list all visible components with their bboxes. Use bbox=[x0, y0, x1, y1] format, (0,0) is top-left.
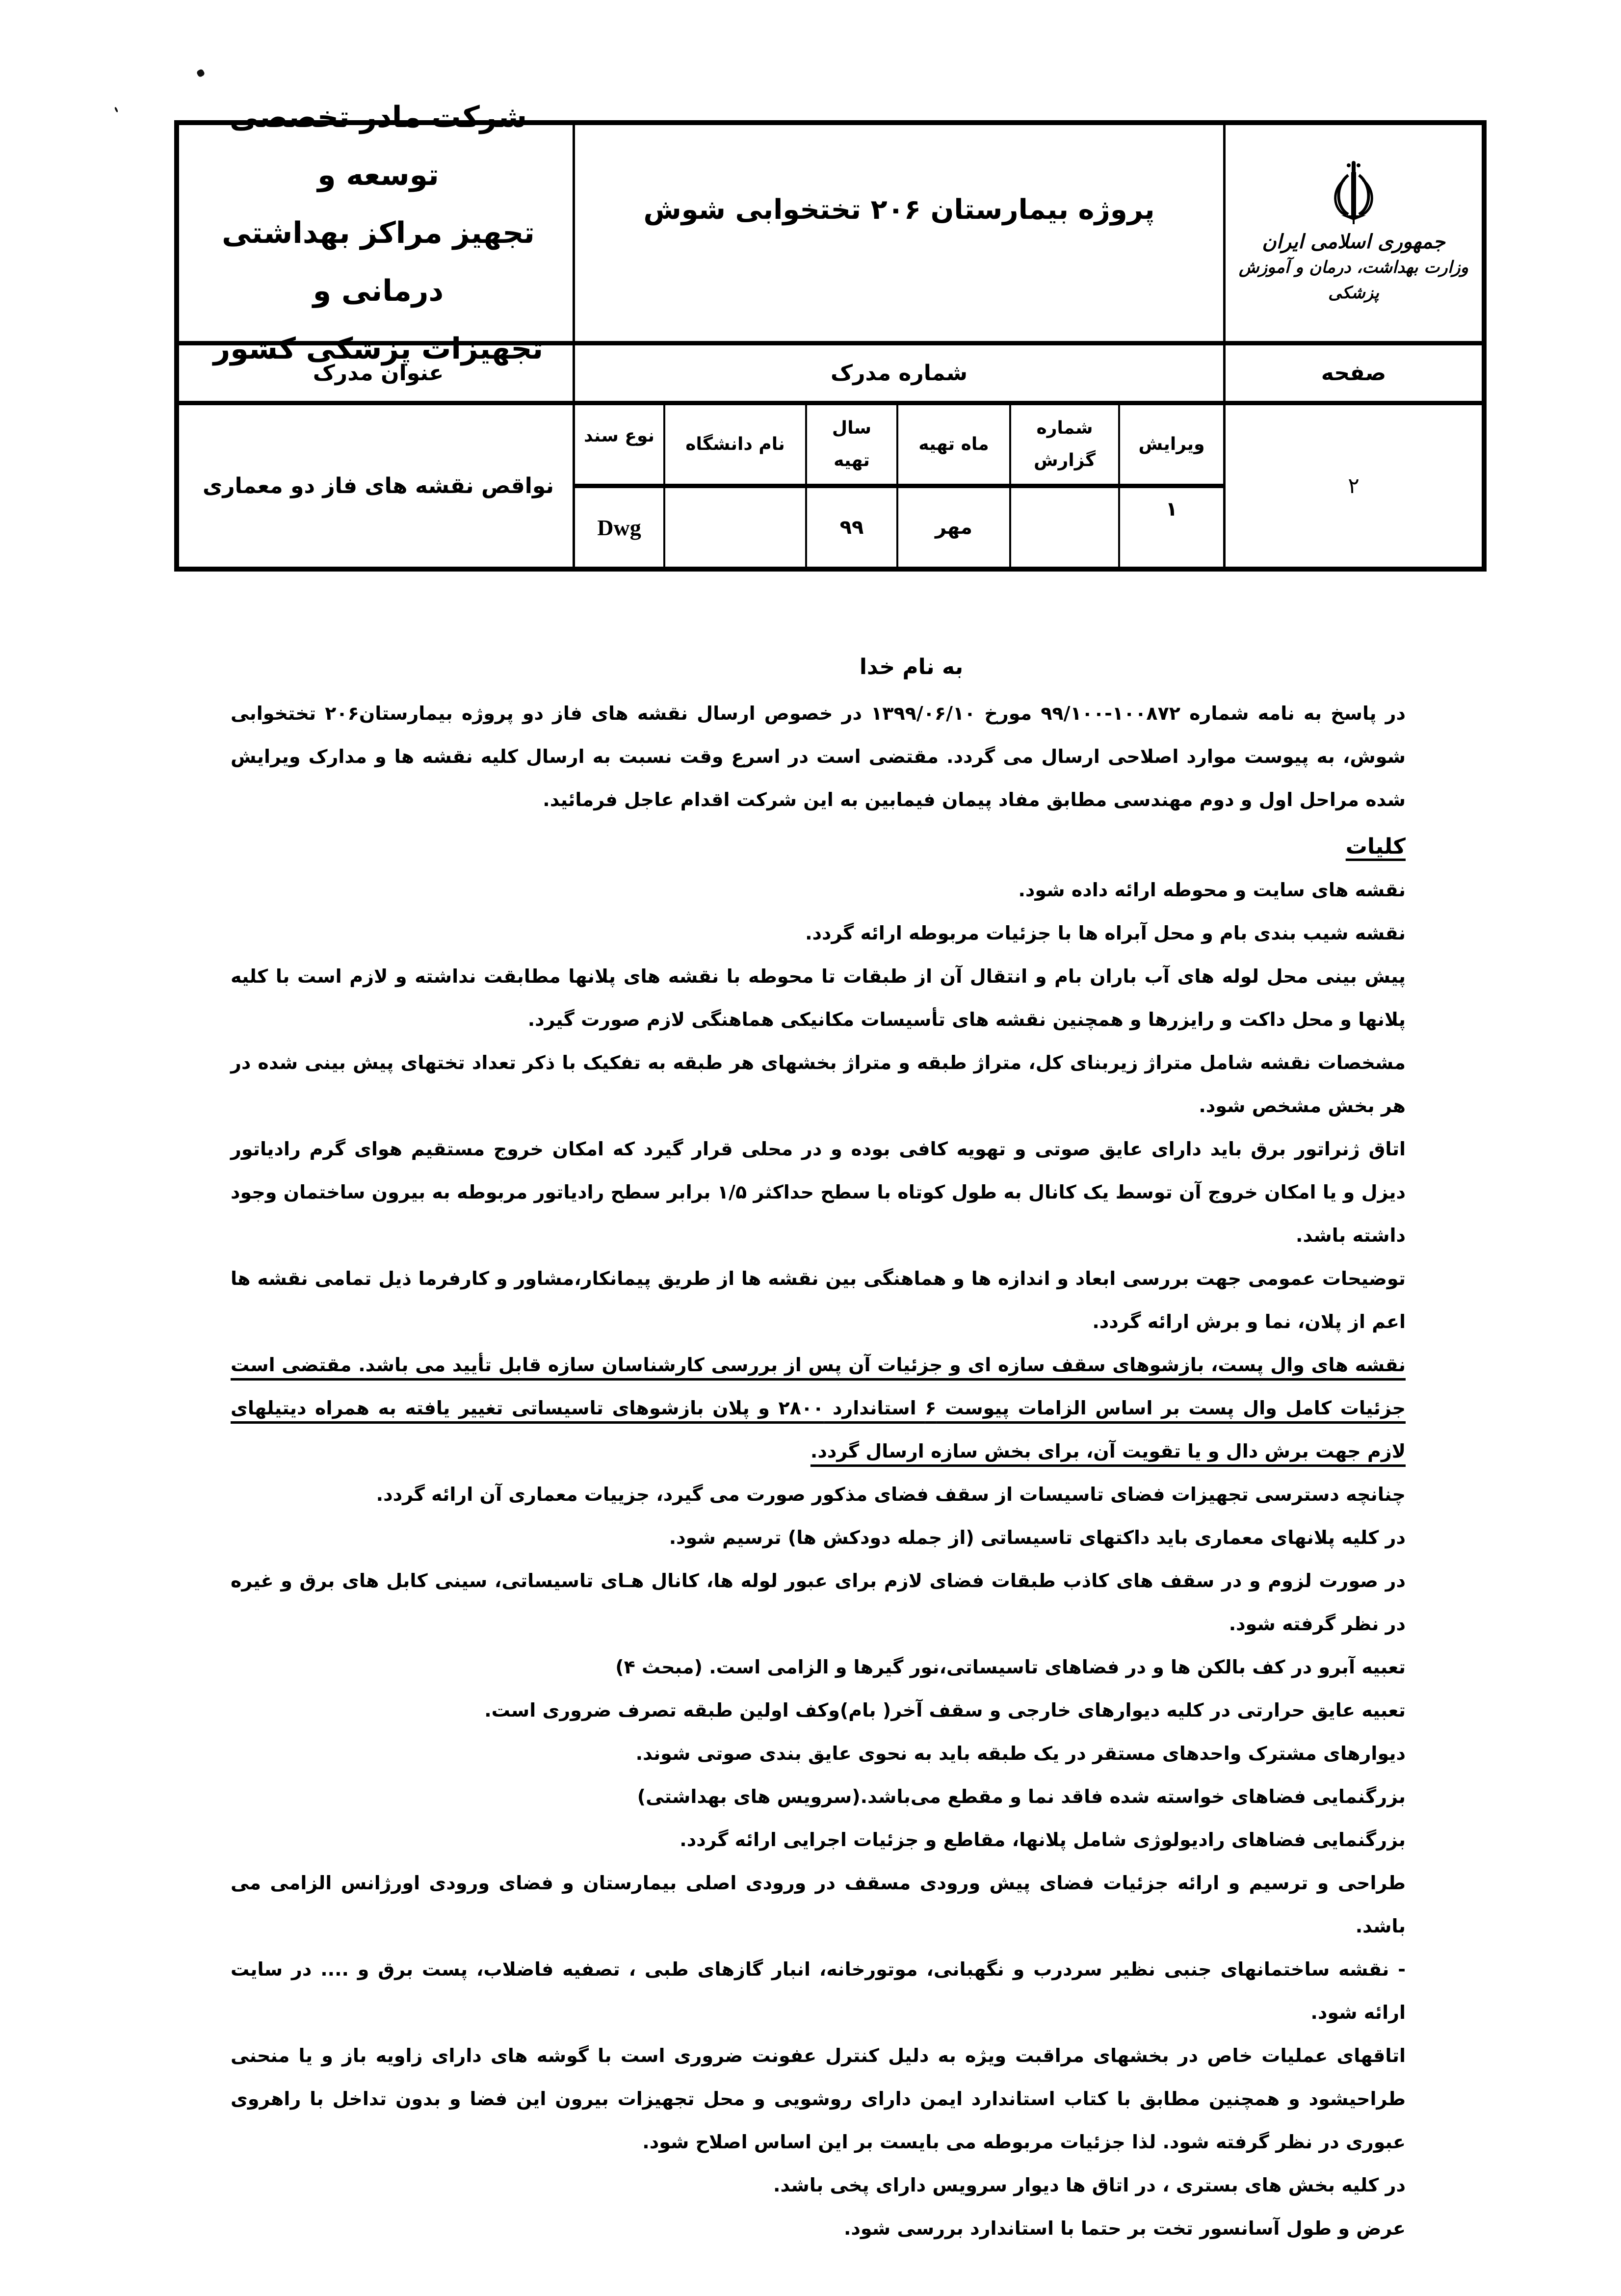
deficiency-item-text: بزرگنمایی فضاهای خواسته شده فاقد نما و مقطع می‌باشد.(سرویس های بهداشتی) bbox=[637, 1786, 1406, 1807]
deficiency-item-text: چنانچه دسترسی تجهیزات فضای تاسیسات از سقف فضای مذکور صورت می گیرد، جزییات معماری آن ارائه گردد. bbox=[376, 1484, 1406, 1505]
deficiency-item-text: نقشه های سایت و محوطه ارائه داده شود. bbox=[1018, 879, 1406, 901]
deficiency-item bbox=[231, 1775, 1406, 1818]
deficiency-item bbox=[231, 2164, 1406, 2207]
col-report-number-value bbox=[1011, 488, 1118, 567]
ministry-logo-cell bbox=[1226, 125, 1482, 341]
deficiency-item bbox=[231, 1818, 1406, 1861]
col-edition-label: ویرایش bbox=[1138, 434, 1205, 454]
col-month-label: ماه تهیه bbox=[918, 434, 989, 454]
deficiency-item bbox=[231, 955, 1406, 1041]
deficiency-item bbox=[231, 1645, 1406, 1689]
page-label: صفحه bbox=[1321, 361, 1386, 386]
deficiency-item-text: در کلیه بخش های بستری ، در اتاق ها دیوار سرویس دارای پخی باشد. bbox=[773, 2174, 1406, 2196]
invocation-heading: به نام خدا bbox=[859, 654, 964, 679]
company-name-line: تجهیزات پزشکی کشور bbox=[213, 332, 544, 366]
deficiency-item-text: نقشه شیب بندی بام و محل آبراه ها با جزئیات مربوطه ارائه گردد. bbox=[805, 922, 1406, 944]
deficiency-item-text: پیش بینی محل لوله های آب باران بام و انتقال آن از طبقات تا محوطه با نقشه های پلانها مطابقت نداشته و لازم است با کلیه پلانها و محل داکت و رایزرها و همچنین نقشه های تأسیسات مکانیکی هماهنگی لازم صورت گیرد. bbox=[231, 965, 1406, 1030]
deficiency-item-text: تعبیه آبرو در کف بالکن ها و در فضاهای تاسیساتی،نور گیرها و الزامی است. (مبحث ۴) bbox=[615, 1656, 1406, 1678]
deficiency-item bbox=[231, 1559, 1406, 1645]
deficiency-item bbox=[231, 1948, 1406, 2034]
deficiency-item bbox=[231, 1516, 1406, 1559]
deficiency-item-text: - نقشه ساختمانهای جنبی نظیر سردرب و نگهبانی، موتورخانه، انبار گازهای طبی ، تصفیه فاضلاب، پست برق و .... در سایت ارائه شود. bbox=[231, 1958, 1406, 2023]
deficiency-item-text: در صورت لزوم و در سقف های کاذب طبقات فضای لازم برای عبور لوله ها، کانال هـای تاسیساتی، سینی کابل های برق و غیره در نظر گرفته شود. bbox=[231, 1570, 1406, 1635]
deficiency-item-text: مشخصات نقشه شامل متراژ زیربنای کل، متراژ طبقه و متراژ بخشهای هر طبقه به تفکیک با ذکر تعداد تختهای پیش بینی شده در هر بخش مشخص شود. bbox=[231, 1052, 1406, 1117]
col-edition-value: ۱ bbox=[1165, 498, 1178, 521]
col-year-value: ۹۹ bbox=[839, 516, 864, 539]
table-rule bbox=[179, 401, 1482, 405]
col-year-label: سال تهیه bbox=[832, 418, 872, 470]
deficiency-item-text: توضیحات عمومی جهت بررسی ابعاد و اندازه ها و هماهنگی بین نقشه ها از طریق پیمانکار،مشاور و کارفرما ذیل تمامی نقشه ها اعم از پلان، نما و برش ارائه گردد. bbox=[231, 1268, 1406, 1332]
doc-number-label: شماره مدرک bbox=[831, 361, 967, 386]
section-heading-generalities: کلیات bbox=[1345, 834, 1406, 859]
deficiency-item bbox=[231, 1127, 1406, 1257]
deficiency-item-text: تعبیه عایق حرارتی در کلیه دیوارهای خارجی و سقف آخر( بام)وکف اولین طبقه تصرف ضروری است. bbox=[484, 1699, 1406, 1721]
deficiency-item bbox=[231, 2207, 1406, 2250]
ministry-line: وزارت بهداشت، درمان و آموزش پزشکی bbox=[1239, 258, 1468, 303]
company-name-line: شرکت مادر تخصصی توسعه و bbox=[229, 100, 527, 192]
deficiency-item bbox=[231, 868, 1406, 912]
company-name-line: تجهیز مراکز بهداشتی درمانی و bbox=[222, 216, 535, 308]
deficiency-item-text: اتاقهای عملیات خاص در بخشهای مراقبت ویژه به دلیل کنترل عفونت ضروری است با گوشه های دارای زاویه باز و یا منحنی طراحیشود و همچنین مطابق با کتاب استاندارد ایمن دارای روشویی و محل تجهیزات بیرون این فضا و بدون تداخل با راهروی عبوری در نظر گرفته شود. لذا جزئیات مربوطه می بایست بر این اساس اصلاح شود. bbox=[231, 2045, 1406, 2153]
document-header-table bbox=[174, 100, 1487, 572]
deficiency-item bbox=[231, 1257, 1406, 1343]
iran-emblem-icon bbox=[1327, 160, 1381, 224]
deficiency-item-text: دیوارهای مشترک واحدهای مستقر در یک طبقه باید به نحوی عایق بندی صوتی شوند. bbox=[635, 1743, 1406, 1764]
deficiency-item bbox=[231, 1861, 1406, 1948]
scan-speck bbox=[114, 107, 118, 113]
deficiency-item-text: بزرگنمایی فضاهای رادیولوژی شامل پلانها، مقاطع و جزئیات اجرایی ارائه گردد. bbox=[680, 1829, 1406, 1851]
deficiency-item bbox=[231, 912, 1406, 955]
deficiency-item bbox=[231, 1041, 1406, 1127]
deficiency-item-text: اتاق ژنراتور برق باید دارای عایق صوتی و تهویه کافی بوده و در محلی قرار گیرد که امکان خروج مستقیم هوای گرم رادیاتور دیزل و یا امکان خروج آن توسط یک کانال به طول کوتاه با سطح حداکثر ۱/۵ برابر سطح رادیاتور مربوطه به بیرون ساختمان وجود داشته باشد. bbox=[231, 1138, 1406, 1246]
deficiency-item-text: در کلیه پلانهای معماری باید داکتهای تاسیساتی (از جمله دودکش ها) ترسیم شود. bbox=[669, 1527, 1406, 1548]
doc-title-label: عنوان مدرک bbox=[313, 361, 444, 386]
col-doc-type-label: نوع سند bbox=[583, 426, 655, 446]
col-report-number-label: شماره گزارش bbox=[1033, 418, 1096, 470]
ministry-line: جمهوری اسلامی ایران bbox=[1262, 230, 1445, 253]
doc-number-grid bbox=[575, 405, 1223, 567]
scan-speck bbox=[196, 68, 205, 78]
col-university-label: نام دانشگاه bbox=[685, 434, 785, 454]
project-title-cell bbox=[575, 125, 1223, 341]
col-university-value bbox=[665, 488, 805, 567]
company-name-cell bbox=[179, 100, 577, 366]
deficiency-list bbox=[231, 868, 1406, 2250]
deficiency-item-text: نقشه های وال پست، بازشوهای سقف سازه ای و جزئیات آن پس از بررسی کارشناسان سازه قابل تأیید می باشد. مقتضی است جزئیات کامل وال پست بر اساس الزامات پیوست ۶ استاندارد ۲۸۰۰ و پلان بازشوهای تاسیساتی تغییر یافته به همراه دیتیلهای لازم جهت برش دال و یا تقویت آن، برای بخش سازه ارسال گردد. bbox=[231, 1354, 1406, 1462]
col-doc-type-value: Dwg bbox=[597, 515, 641, 540]
deficiency-item-text: طراحی و ترسیم و ارائه جزئیات فضای پیش ورودی مسقف در ورودی اصلی بیمارستان و فضای ورودی اورژانس الزامی می باشد. bbox=[231, 1872, 1406, 1937]
deficiency-item-text: عرض و طول آسانسور تخت بر حتما با استاندارد بررسی شود. bbox=[843, 2218, 1406, 2239]
col-month-value: مهر bbox=[935, 516, 973, 539]
deficiency-item bbox=[231, 1689, 1406, 1732]
deficiency-item bbox=[231, 1473, 1406, 1516]
page-number-value: ۲ bbox=[1348, 473, 1360, 498]
deficiency-item bbox=[231, 1732, 1406, 1775]
project-title: پروژه بیمارستان ۲۰۶ تختخوابی شوش bbox=[643, 194, 1155, 226]
table-rule bbox=[575, 484, 1223, 488]
deficiency-item bbox=[231, 2034, 1406, 2164]
deficiency-item bbox=[231, 1343, 1406, 1473]
intro-paragraph: در پاسخ به نامه شماره ۱۰۰۸۷۲-۹۹/۱۰۰ مورخ ۱۳۹۹/۰۶/۱۰ در خصوص ارسال نقشه های فاز دو پروژه بیمارستان۲۰۶ تختخوابی شوش، به پیوست موارد اصلاحی ارسال می گردد. مقتضی است در اسرع وقت نسبت به ارسال کلیه نقشه ها و مدارک ویرایش شده مراحل اول و دوم مهندسی مطابق مفاد پیمان فیمابین به این شرکت اقدام عاجل فرمائید. bbox=[231, 703, 1406, 810]
letter-body bbox=[231, 648, 1406, 2250]
doc-title-value: نواقص نقشه های فاز دو معماری bbox=[203, 473, 554, 498]
